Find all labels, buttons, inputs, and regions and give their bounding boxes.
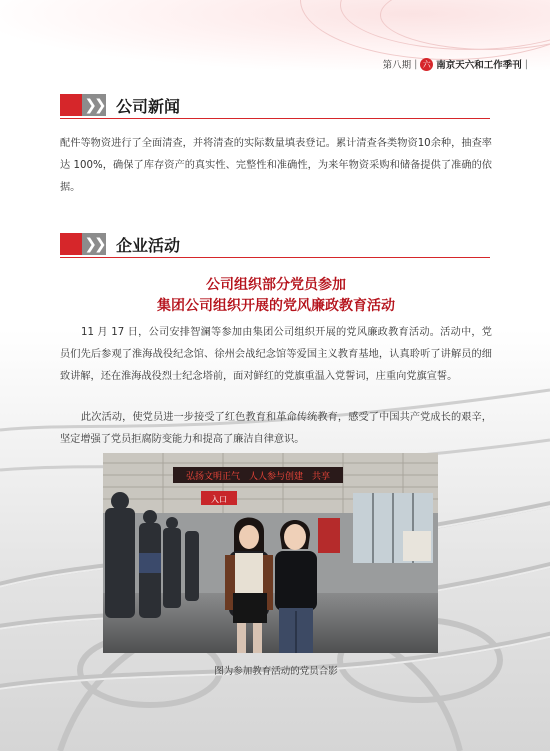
article-title	[60, 275, 492, 317]
heading-red-block	[60, 94, 82, 116]
article-title-line-2: 集团公司组织开展的党风廉政教育活动	[157, 298, 395, 314]
double-chevron-icon: ❯❯	[82, 94, 106, 116]
news-paragraph: 配件等物资进行了全面清查，并将清查的实际数量填表登记。累计清查各类物资10余种，抽查率达 100%，确保了库存资产的真实性、完整性和准确性，为来年物资采购和储备提供了准确的依据。	[60, 138, 492, 193]
group-photo	[103, 453, 438, 653]
section-title: 企业活动	[116, 235, 181, 255]
photo-sign-text: 入口	[211, 495, 227, 504]
issue-header	[383, 57, 528, 71]
heading-red-block	[60, 233, 82, 255]
photo-caption: 图为参加教育活动的党员合影	[214, 666, 338, 677]
section-rule	[60, 257, 490, 258]
header-divider-end: |	[524, 58, 528, 70]
header-divider: |	[414, 58, 418, 70]
article-paragraph-1: 11 月 17 日，公司安排智澜等参加由集团公司组织开展的党风廉政教育活动。活动中，党员们先后参观了淮海战役纪念馆、徐州会战纪念馆等爱国主义教育基地，认真聆听了讲解员的细致讲解，还在淮海战役烈士纪念塔前，面对鲜红的党旗重温入党誓词，庄重向党旗宣誓。	[60, 327, 492, 382]
section-heading-activities	[60, 233, 180, 255]
photo-banner-text: 弘扬文明正气 人人参与创建 共享	[185, 472, 331, 482]
section-heading-news	[60, 94, 180, 116]
magazine-title: 南京天六和工作季刊	[436, 60, 522, 71]
article-title-line-1: 公司组织部分党员参加	[206, 277, 346, 293]
section-title: 公司新闻	[116, 96, 181, 116]
double-chevron-icon: ❯❯	[82, 233, 106, 255]
article-paragraph-2: 此次活动，使党员进一步接受了红色教育和革命传统教育，感受了中国共产党成长的艰辛，坚定增强了党员拒腐防变能力和提高了廉洁自律意识。	[60, 412, 492, 445]
section-rule	[60, 118, 490, 119]
issue-badge: 六	[420, 58, 433, 71]
issue-number: 第八期	[382, 60, 412, 71]
